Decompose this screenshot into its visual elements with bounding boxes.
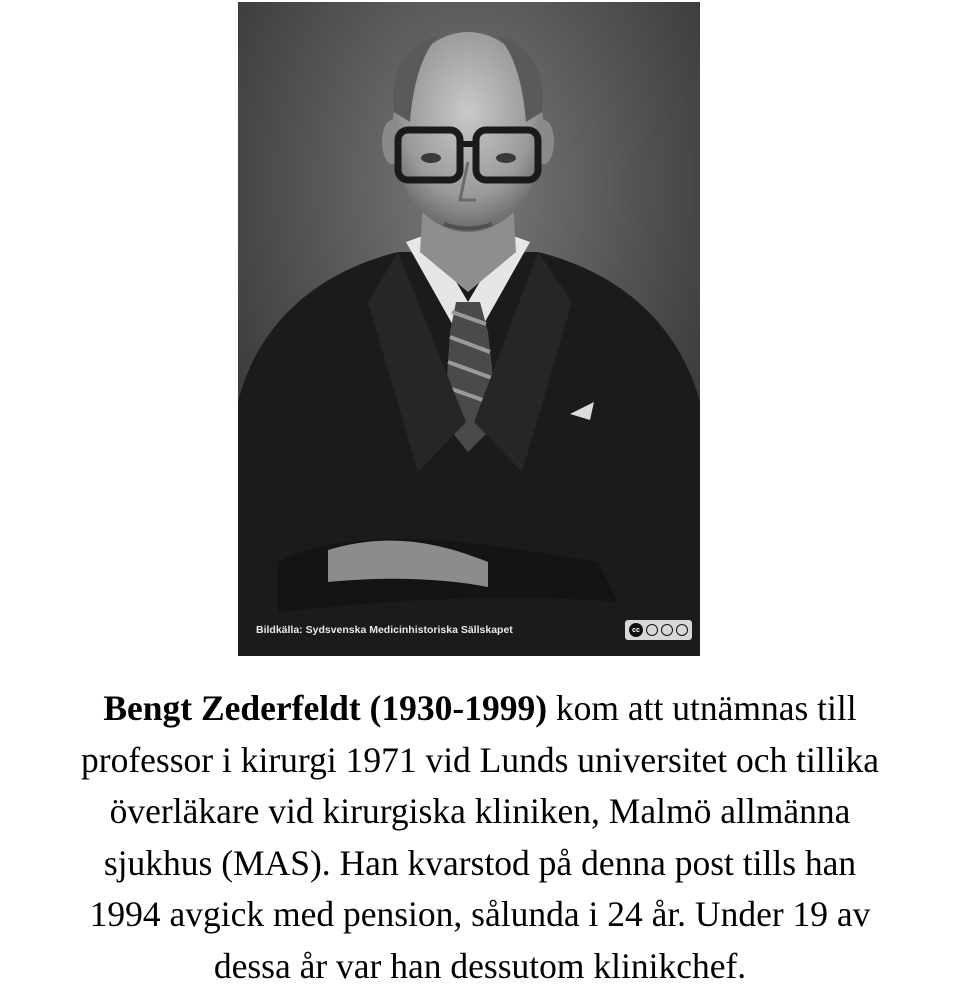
caption-line-3: överläkare vid kirurgiska kliniken, Malmö allmänna: [109, 791, 851, 831]
biography-caption: [0, 683, 960, 992]
image-credit: [238, 604, 700, 656]
caption-line-6: dessa år var han dessutom klinikchef.: [213, 945, 747, 986]
portrait-photo: [238, 2, 700, 656]
creative-commons-icon: cc: [629, 623, 643, 637]
caption-line-2: professor i kirurgi 1971 vid Lunds universitet och tillika: [81, 739, 879, 780]
image-credit-text: Bildkälla: Sydsvenska Medicinhistoriska Sällskapet: [256, 624, 513, 636]
person-name-years: Bengt Zederfeldt (1930-1999): [103, 688, 548, 728]
society-logo-icon: [238, 604, 700, 656]
caption-line-5: 1994 avgick med pension, sålunda i 24 år. Under 19 av: [89, 894, 871, 934]
caption-line-4: sjukhus (MAS). Han kvarstod på denna post tills han: [103, 842, 857, 883]
caption-line-1: kom att utnämnas till: [547, 688, 857, 728]
portrait-illustration: [238, 2, 700, 656]
